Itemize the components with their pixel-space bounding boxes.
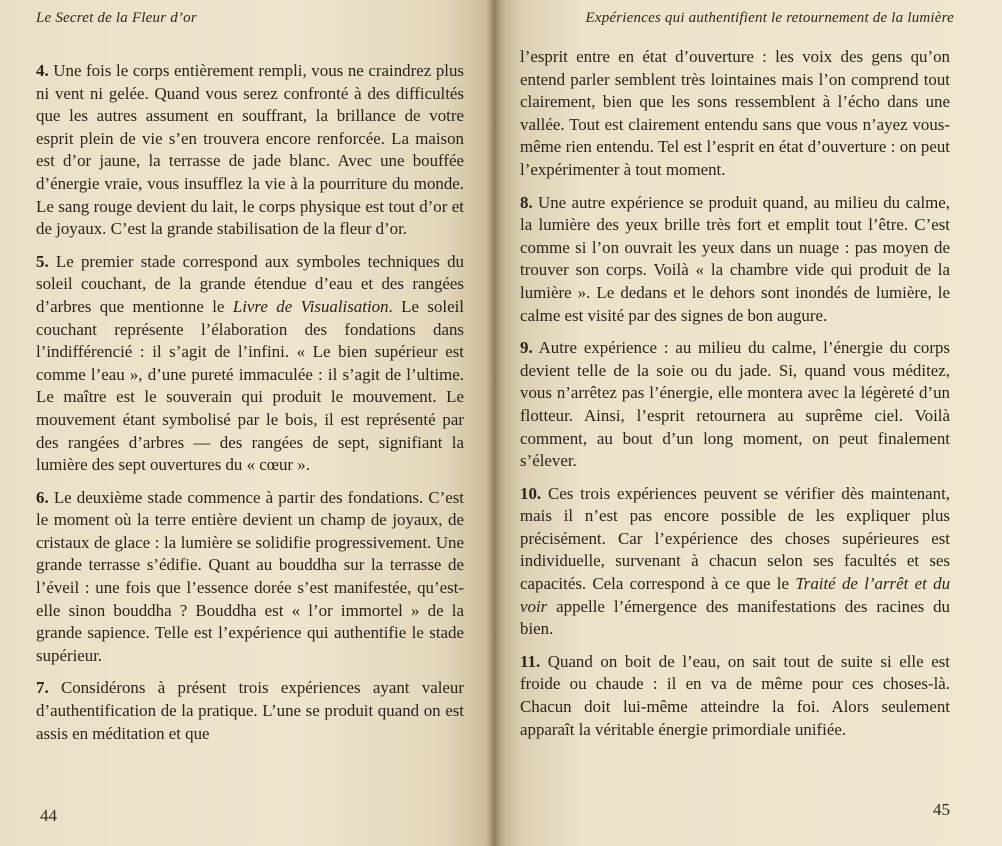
paragraph-number: 4. — [36, 61, 49, 80]
paragraph-text: l’esprit entre en état d’ouverture : les voix des gens qu’on entend parler semblent très lointaines mais l’on comprend tout clairement, bien que les sons ressemblent à l’écho dans une vallée. Tout est clairement entendu sans que vous n’ayez vous-même rien entendu. Tel est l’esprit en état d’ouverture : on peut l’expérimenter à tout moment. — [520, 47, 950, 179]
left-page — [0, 0, 492, 846]
paragraph-text: Une autre expérience se produit quand, au milieu du calme, la lumière des yeux brille très fort et emplit tout l’être. C’est comme si l’on ouvrait les yeux dans un nuage : pas moyen de trouver son corps. Voilà « la chambre vide qui produit de la lumière ». Le dedans et le dehors sont inondés de lumière, le calme est visité par des signes de bon augure. — [520, 192, 950, 325]
paragraph-7-continued — [520, 46, 950, 182]
paragraph-number: 6. — [36, 487, 49, 507]
page-number-right: 45 — [933, 800, 950, 819]
paragraph-text: appelle l’émergence des manifestations des racines du bien. — [520, 596, 950, 639]
paragraph-6 — [36, 487, 464, 668]
paragraph-text: Quand on boit de l’eau, on sait tout de suite si elle est froide ou chaude : il en va de même pour ces choses-là. Chacun doit lui-même atteindre la foi. Alors seulement apparaît la véritable énergie primordiale unifiée. — [520, 651, 950, 739]
paragraph-10 — [520, 483, 950, 641]
paragraph-text: Une fois le corps entièrement rempli, vous ne craindrez plus ni vent ni gelée. Quand vous serez confronté à des difficultés que les autres assument en souffrant, la brillance de votre esprit plein de vie s’en trouvera encore renforcée. La maison est d’or jaune, la terrasse de jade blanc. Avec une bouffée d’énergie vraie, vous insufflez la vie à la pourriture du monde. Le sang rouge devient du lait, le corps physique est tout d’or et de joyaux. C’est la grande stabilisation de la fleur d’or. — [36, 61, 464, 239]
right-page — [492, 0, 1002, 846]
paragraph-8 — [520, 192, 950, 328]
paragraph-4 — [36, 60, 464, 241]
right-page-body — [520, 46, 950, 741]
paragraph-number: 10. — [520, 483, 542, 503]
paragraph-5 — [36, 251, 464, 477]
paragraph-number: 7. — [36, 678, 49, 698]
paragraph-text: Ces trois expériences peuvent se vérifier dès maintenant, mais il n’est pas encore possible de les expliquer plus précisément. Car l’expérience des choses supérieures est individuelle, survenant à chacun selon ses facultés et ses capacités. Cela correspond à ce que le — [520, 483, 950, 594]
book-title-reference: Livre de Visualisation — [232, 296, 389, 316]
paragraph-text: Le deuxième stade commence à partir des fondations. C’est le moment où la terre entière devient un champ de joyaux, de cristaux de glace : la lumière se solidifie progressivement. Une grande terrasse s’édifie. Quant au bouddha sur la terrasse de l’éveil : une fois que l’essence dorée s’est manifestée, qu’est-elle sinon bouddha ? Bouddha est « l’or immortel » de la grande sapience. Telle est l’expérience qui authentifie le stade supérieur. — [36, 487, 464, 665]
paragraph-text: . Le soleil couchant représente l’élaboration des fondations dans l’indifférencié : il s’agit de l’infini. « Le bien supérieur est comme l’eau », d’une pureté immaculée : il s’agit de l’ultime. Le maître est le souverain qui produit le mouvement. Le mouvement étant symbolisé par le bois, il est représenté par des rangées d’arbres — des rangées de sept, signifiant la lumière des sept ouvertures du « cœur ». — [36, 296, 464, 475]
paragraph-number: 8. — [520, 192, 533, 212]
paragraph-text: Considérons à présent trois expériences ayant valeur d’authentification de la pratique. L’une se produit quand on est assis en méditation et que — [36, 678, 464, 743]
paragraph-7 — [36, 677, 464, 745]
paragraph-number: 11. — [520, 651, 541, 671]
paragraph-text: Autre expérience : au milieu du calme, l’énergie du corps devient telle de la soie ou du jade. Si, quand vous méditez, vous n’arrêtez pas l’énergie, elle montera avec la légèreté d’un flotteur. Ainsi, l’esprit retournera au suprême ciel. Voilà comment, au bout d’un long moment, on peut finalement s’élever. — [520, 338, 951, 471]
paragraph-9 — [520, 337, 950, 473]
page-number-left: 44 — [40, 806, 57, 825]
paragraph-text: Le premier stade correspond aux symboles techniques du soleil couchant, de la grande étendue d’eau et des rangées d’arbres que mentionne le — [36, 251, 464, 316]
paragraph-number: 5. — [36, 251, 49, 271]
paragraph-number: 9. — [520, 338, 533, 358]
running-head-right: Expériences qui authentifient le retournement de la lumière — [585, 10, 954, 26]
paragraph-11 — [520, 651, 950, 741]
left-page-body — [36, 60, 464, 745]
running-head-left: Le Secret de la Fleur d’or — [36, 10, 197, 26]
book-title-reference: Traité de l’arrêt et du voir — [520, 574, 951, 616]
